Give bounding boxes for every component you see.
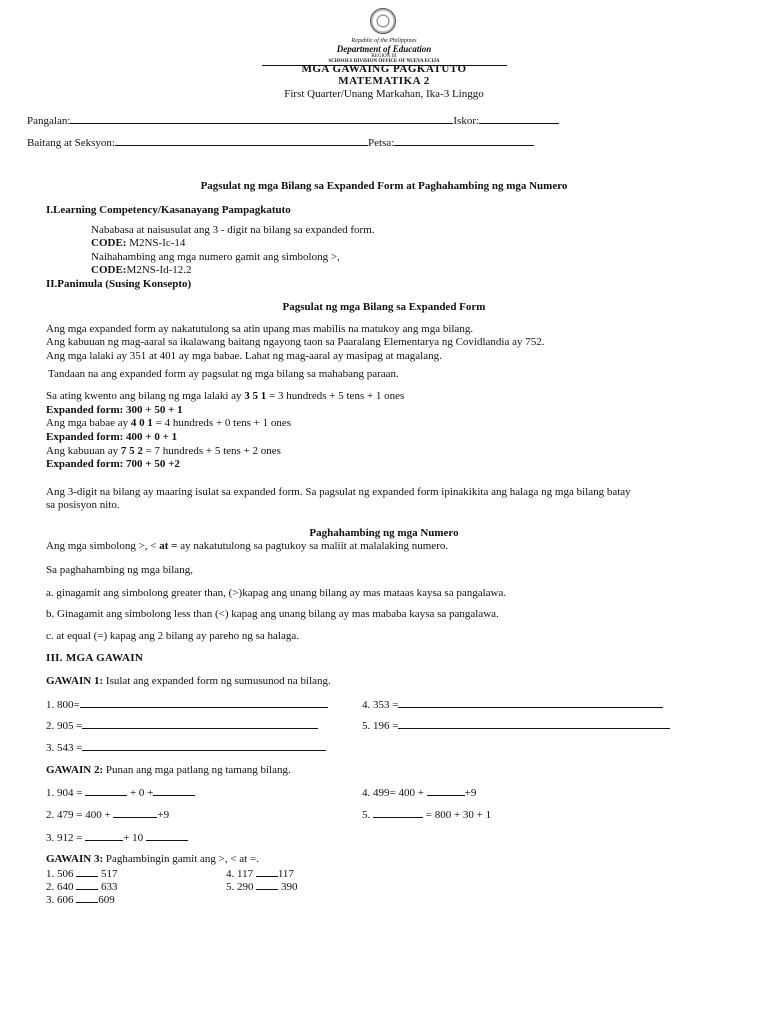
intro-subheading-expanded: Pagsulat ng mga Bilang sa Expanded Form bbox=[282, 301, 486, 313]
gawain-1-item-2[interactable]: 2. 905 = bbox=[46, 719, 318, 732]
header-region: REGION III bbox=[371, 54, 397, 59]
gawain-2-item-1[interactable]: 1. 904 = + 0 + bbox=[46, 786, 195, 799]
answer-blank[interactable] bbox=[256, 867, 278, 877]
example-boys: Sa ating kwento ang bilang ng mga lalaki ay 3 5 1 = 3 hundreds + 5 tens + 1 ones bbox=[46, 390, 405, 402]
date-blank[interactable] bbox=[394, 136, 534, 146]
name-field[interactable] bbox=[27, 114, 559, 127]
gawain-1-item-4[interactable]: 4. 353 = bbox=[362, 698, 663, 711]
answer-blank[interactable] bbox=[82, 741, 326, 751]
answer-blank[interactable] bbox=[256, 880, 278, 890]
quarter-label: First Quarter/Unang Markahan, Ika-3 Linggo bbox=[284, 88, 484, 100]
expanded-total: Expanded form: 700 + 50 +2 bbox=[46, 458, 180, 470]
intro-paragraph-3: Ang mga lalaki ay 351 at 401 ay mga babae. Lahat ng mag-aaral ay masipag at magalang. bbox=[46, 350, 442, 362]
grade-field[interactable] bbox=[27, 136, 534, 149]
deped-seal-icon bbox=[370, 8, 396, 34]
answer-blank[interactable] bbox=[153, 786, 195, 796]
competency-heading: I.Learning Competency/Kasanayang Pampagkatuto bbox=[46, 204, 291, 216]
date-label: Petsa: bbox=[368, 137, 395, 149]
header-republic: Republic of the Philippines bbox=[351, 38, 417, 44]
answer-blank[interactable] bbox=[85, 786, 127, 796]
gawain-3-item-4[interactable]: 4. 117 117 bbox=[226, 868, 294, 880]
rule-greater-than: a. ginagamit ang simbolong greater than, (>)kapag ang unang bilang ay mas mataas kaysa sa pangalawa. bbox=[46, 587, 507, 599]
answer-blank[interactable] bbox=[146, 831, 188, 841]
grade-blank[interactable] bbox=[115, 136, 368, 146]
competency-line-2: Naihahambing ang mga numero gamit ang simbolong >, bbox=[91, 251, 340, 263]
gawain-3-instruction: GAWAIN 3: Paghambingin gamit ang >, < at =. bbox=[46, 853, 259, 865]
intro-paragraph-1: Ang mga expanded form ay nakatutulong sa atin upang mas mabilis na matukoy ang mga bilang. bbox=[46, 323, 474, 335]
answer-blank[interactable] bbox=[82, 719, 318, 729]
gawain-3-item-1[interactable]: 1. 506 517 bbox=[46, 868, 118, 880]
name-label: Pangalan: bbox=[27, 115, 71, 127]
example-girls: Ang mga babae ay 4 0 1 = 4 hundreds + 0 tens + 1 ones bbox=[46, 417, 291, 429]
intro-paragraph-5b: sa posisyon nito. bbox=[46, 499, 120, 511]
gawain-2-item-4[interactable]: 4. 499= 400 + +9 bbox=[362, 787, 477, 799]
name-blank[interactable] bbox=[70, 114, 453, 124]
header-department: Department of Education bbox=[336, 44, 432, 54]
competency-code-1: CODE: M2NS-Ic-14 bbox=[91, 237, 186, 249]
grade-label: Baitang at Seksyon: bbox=[27, 137, 115, 149]
competency-line-1: Nababasa at naisusulat ang 3 - digit na bilang sa expanded form. bbox=[91, 224, 375, 236]
answer-blank[interactable] bbox=[76, 867, 98, 877]
answer-blank[interactable] bbox=[398, 698, 663, 708]
answer-blank[interactable] bbox=[113, 808, 157, 818]
gawain-2-item-3[interactable]: 3. 912 = + 10 bbox=[46, 831, 188, 844]
answer-blank[interactable] bbox=[85, 831, 123, 841]
intro-paragraph-6: Ang mga simbolong >, < at = ay nakatutulong sa pagtukoy sa maliit at malalaking numero. bbox=[46, 540, 449, 552]
gawain-1-item-3[interactable]: 3. 543 = bbox=[46, 741, 326, 754]
worksheet-title: MGA GAWAING PAGKATUTO bbox=[301, 63, 467, 75]
competency-code-2: CODE:M2NS-Id-12.2 bbox=[91, 264, 192, 276]
score-blank[interactable] bbox=[479, 114, 559, 124]
rule-equal: c. at equal (=) kapag ang 2 bilang ay pareho ng sa halaga. bbox=[46, 630, 299, 642]
subject-title: MATEMATIKA 2 bbox=[338, 75, 430, 87]
answer-blank[interactable] bbox=[76, 880, 98, 890]
main-title: Pagsulat ng mga Bilang sa Expanded Form at Paghahambing ng mga Numero bbox=[200, 180, 568, 192]
intro-paragraph-4: Tandaan na ang expanded form ay pagsulat ng mga bilang sa mahabang paraan. bbox=[48, 368, 399, 380]
gawain-3-item-3[interactable]: 3. 606 609 bbox=[46, 894, 115, 906]
expanded-girls: Expanded form: 400 + 0 + 1 bbox=[46, 431, 178, 443]
intro-heading: II.Panimula (Susing Konsepto) bbox=[46, 278, 192, 290]
expanded-boys: Expanded form: 300 + 50 + 1 bbox=[46, 404, 183, 416]
answer-blank[interactable] bbox=[80, 698, 328, 708]
gawain-2-item-5[interactable]: 5. = 800 + 30 + 1 bbox=[362, 809, 492, 821]
intro-paragraph-2: Ang kabuuan ng mag-aaral sa ikalawang baitang ngayong taon sa Paaralang Elementarya ng Covidlandia ay 752. bbox=[46, 336, 545, 348]
answer-blank[interactable] bbox=[398, 719, 670, 729]
gawain-3-item-5[interactable]: 5. 290 390 bbox=[226, 881, 298, 893]
gawain-2-item-2[interactable]: 2. 479 = 400 + +9 bbox=[46, 809, 170, 821]
score-label: Iskor: bbox=[453, 115, 480, 127]
gawain-2-instruction: GAWAIN 2: Punan ang mga patlang ng tamang bilang. bbox=[46, 764, 291, 776]
intro-paragraph-5a: Ang 3-digit na bilang ay maaring isulat sa expanded form. Sa pagsulat ng expanded form ipinakikita ang halaga ng mga bilang batay bbox=[46, 486, 631, 498]
gawain-1-item-1[interactable]: 1. 800= bbox=[46, 698, 328, 711]
gawain-1-instruction: GAWAIN 1: Isulat ang expanded form ng sumusunod na bilang. bbox=[46, 675, 331, 687]
answer-blank[interactable] bbox=[373, 808, 423, 818]
rule-less-than: b. Ginagamit ang simbolong less than (<) kapag ang unang bilang ay mas mababa kaysa sa pangalawa. bbox=[46, 608, 499, 620]
answer-blank[interactable] bbox=[76, 893, 98, 903]
activities-heading: III. MGA GAWAIN bbox=[46, 652, 144, 664]
answer-blank[interactable] bbox=[427, 786, 465, 796]
example-total: Ang kabuuan ay 7 5 2 = 7 hundreds + 5 tens + 2 ones bbox=[46, 445, 281, 457]
gawain-1-item-5[interactable]: 5. 196 = bbox=[362, 719, 670, 732]
intro-paragraph-7: Sa paghahambing ng mga bilang, bbox=[46, 564, 193, 576]
header-division: SCHOOLS DIVISION OFFICE OF NUEVA ECIJA bbox=[328, 59, 440, 64]
intro-subheading-comparing: Paghahambing ng mga Numero bbox=[309, 527, 459, 539]
gawain-3-item-2[interactable]: 2. 640 633 bbox=[46, 881, 118, 893]
